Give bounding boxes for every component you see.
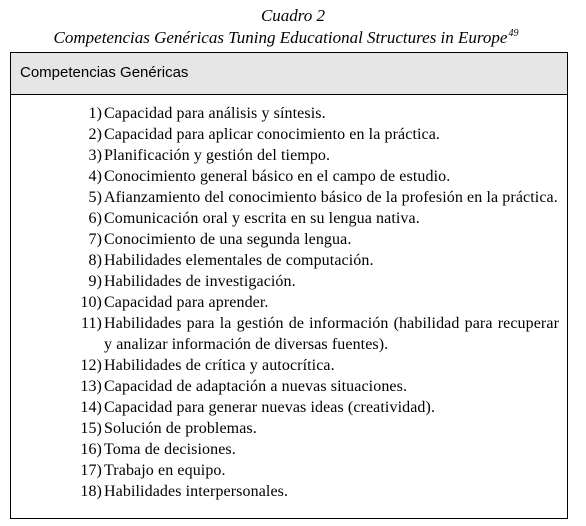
item-text: Toma de decisiones. [104,441,236,458]
item-text: Capacidad para aplicar conocimiento en la práctica. [104,126,441,143]
list-item [69,166,559,187]
item-number: 1) [88,105,102,122]
item-text: Habilidades de crítica y autocrítica. [104,357,335,374]
item-number: 8) [88,252,102,269]
item-number: 2) [88,126,102,143]
list-item [69,292,559,313]
item-text: Afianzamiento del conocimiento básico de la profesión en la práctica. [104,189,558,206]
list-item [69,103,559,124]
item-number: 3) [88,147,102,164]
item-text: Habilidades para la gestión de información (habilidad para recuperar y analizar información de diversas fuentes). [104,315,559,353]
item-text: Capacidad para aprender. [104,294,269,311]
list-item [69,145,559,166]
list-item [69,355,559,376]
list-item [69,271,559,292]
item-number: 5) [88,189,102,206]
item-number: 16) [80,441,102,458]
item-text: Capacidad para generar nuevas ideas (creatividad). [104,399,436,416]
competencies-list [69,103,559,502]
item-number: 11) [80,315,102,332]
footnote-marker: 49 [508,28,519,39]
item-number: 13) [80,378,102,395]
table-caption-title [6,28,566,51]
table-header: Competencias Genéricas [11,53,567,95]
item-number: 4) [88,168,102,185]
item-number: 15) [80,420,102,437]
list-item [69,397,559,418]
list-item [69,481,559,502]
item-number: 6) [88,210,102,227]
list-item [69,229,559,250]
item-text: Habilidades elementales de computación. [104,252,374,269]
competencies-table [10,52,568,519]
list-item [69,313,559,355]
table-caption-number: Cuadro 2 [260,6,326,25]
caption-title-text: Competencias Genéricas Tuning Educational Structures in Europe [53,28,508,47]
item-number: 7) [88,231,102,248]
item-number: 10) [80,294,102,311]
item-number: 14) [80,399,102,416]
item-number: 12) [80,357,102,374]
list-item [69,460,559,481]
item-text: Planificación y gestión del tiempo. [104,147,331,164]
list-item [69,187,559,208]
item-text: Comunicación oral y escrita en su lengua nativa. [104,210,420,227]
list-item [69,124,559,145]
list-item [69,439,559,460]
item-text: Trabajo en equipo. [104,462,226,479]
item-text: Habilidades de investigación. [104,273,296,290]
item-text: Conocimiento de una segunda lengua. [104,231,352,248]
list-item [69,250,559,271]
list-item [69,376,559,397]
item-text: Conocimiento general básico en el campo de estudio. [104,168,451,185]
item-number: 17) [80,462,102,479]
item-number: 9) [88,273,102,290]
item-text: Solución de problemas. [104,420,257,437]
item-text: Capacidad de adaptación a nuevas situaciones. [104,378,408,395]
list-item [69,208,559,229]
item-text: Habilidades interpersonales. [104,483,289,500]
item-text: Capacidad para análisis y síntesis. [104,105,326,122]
list-item [69,418,559,439]
item-number: 18) [80,483,102,500]
